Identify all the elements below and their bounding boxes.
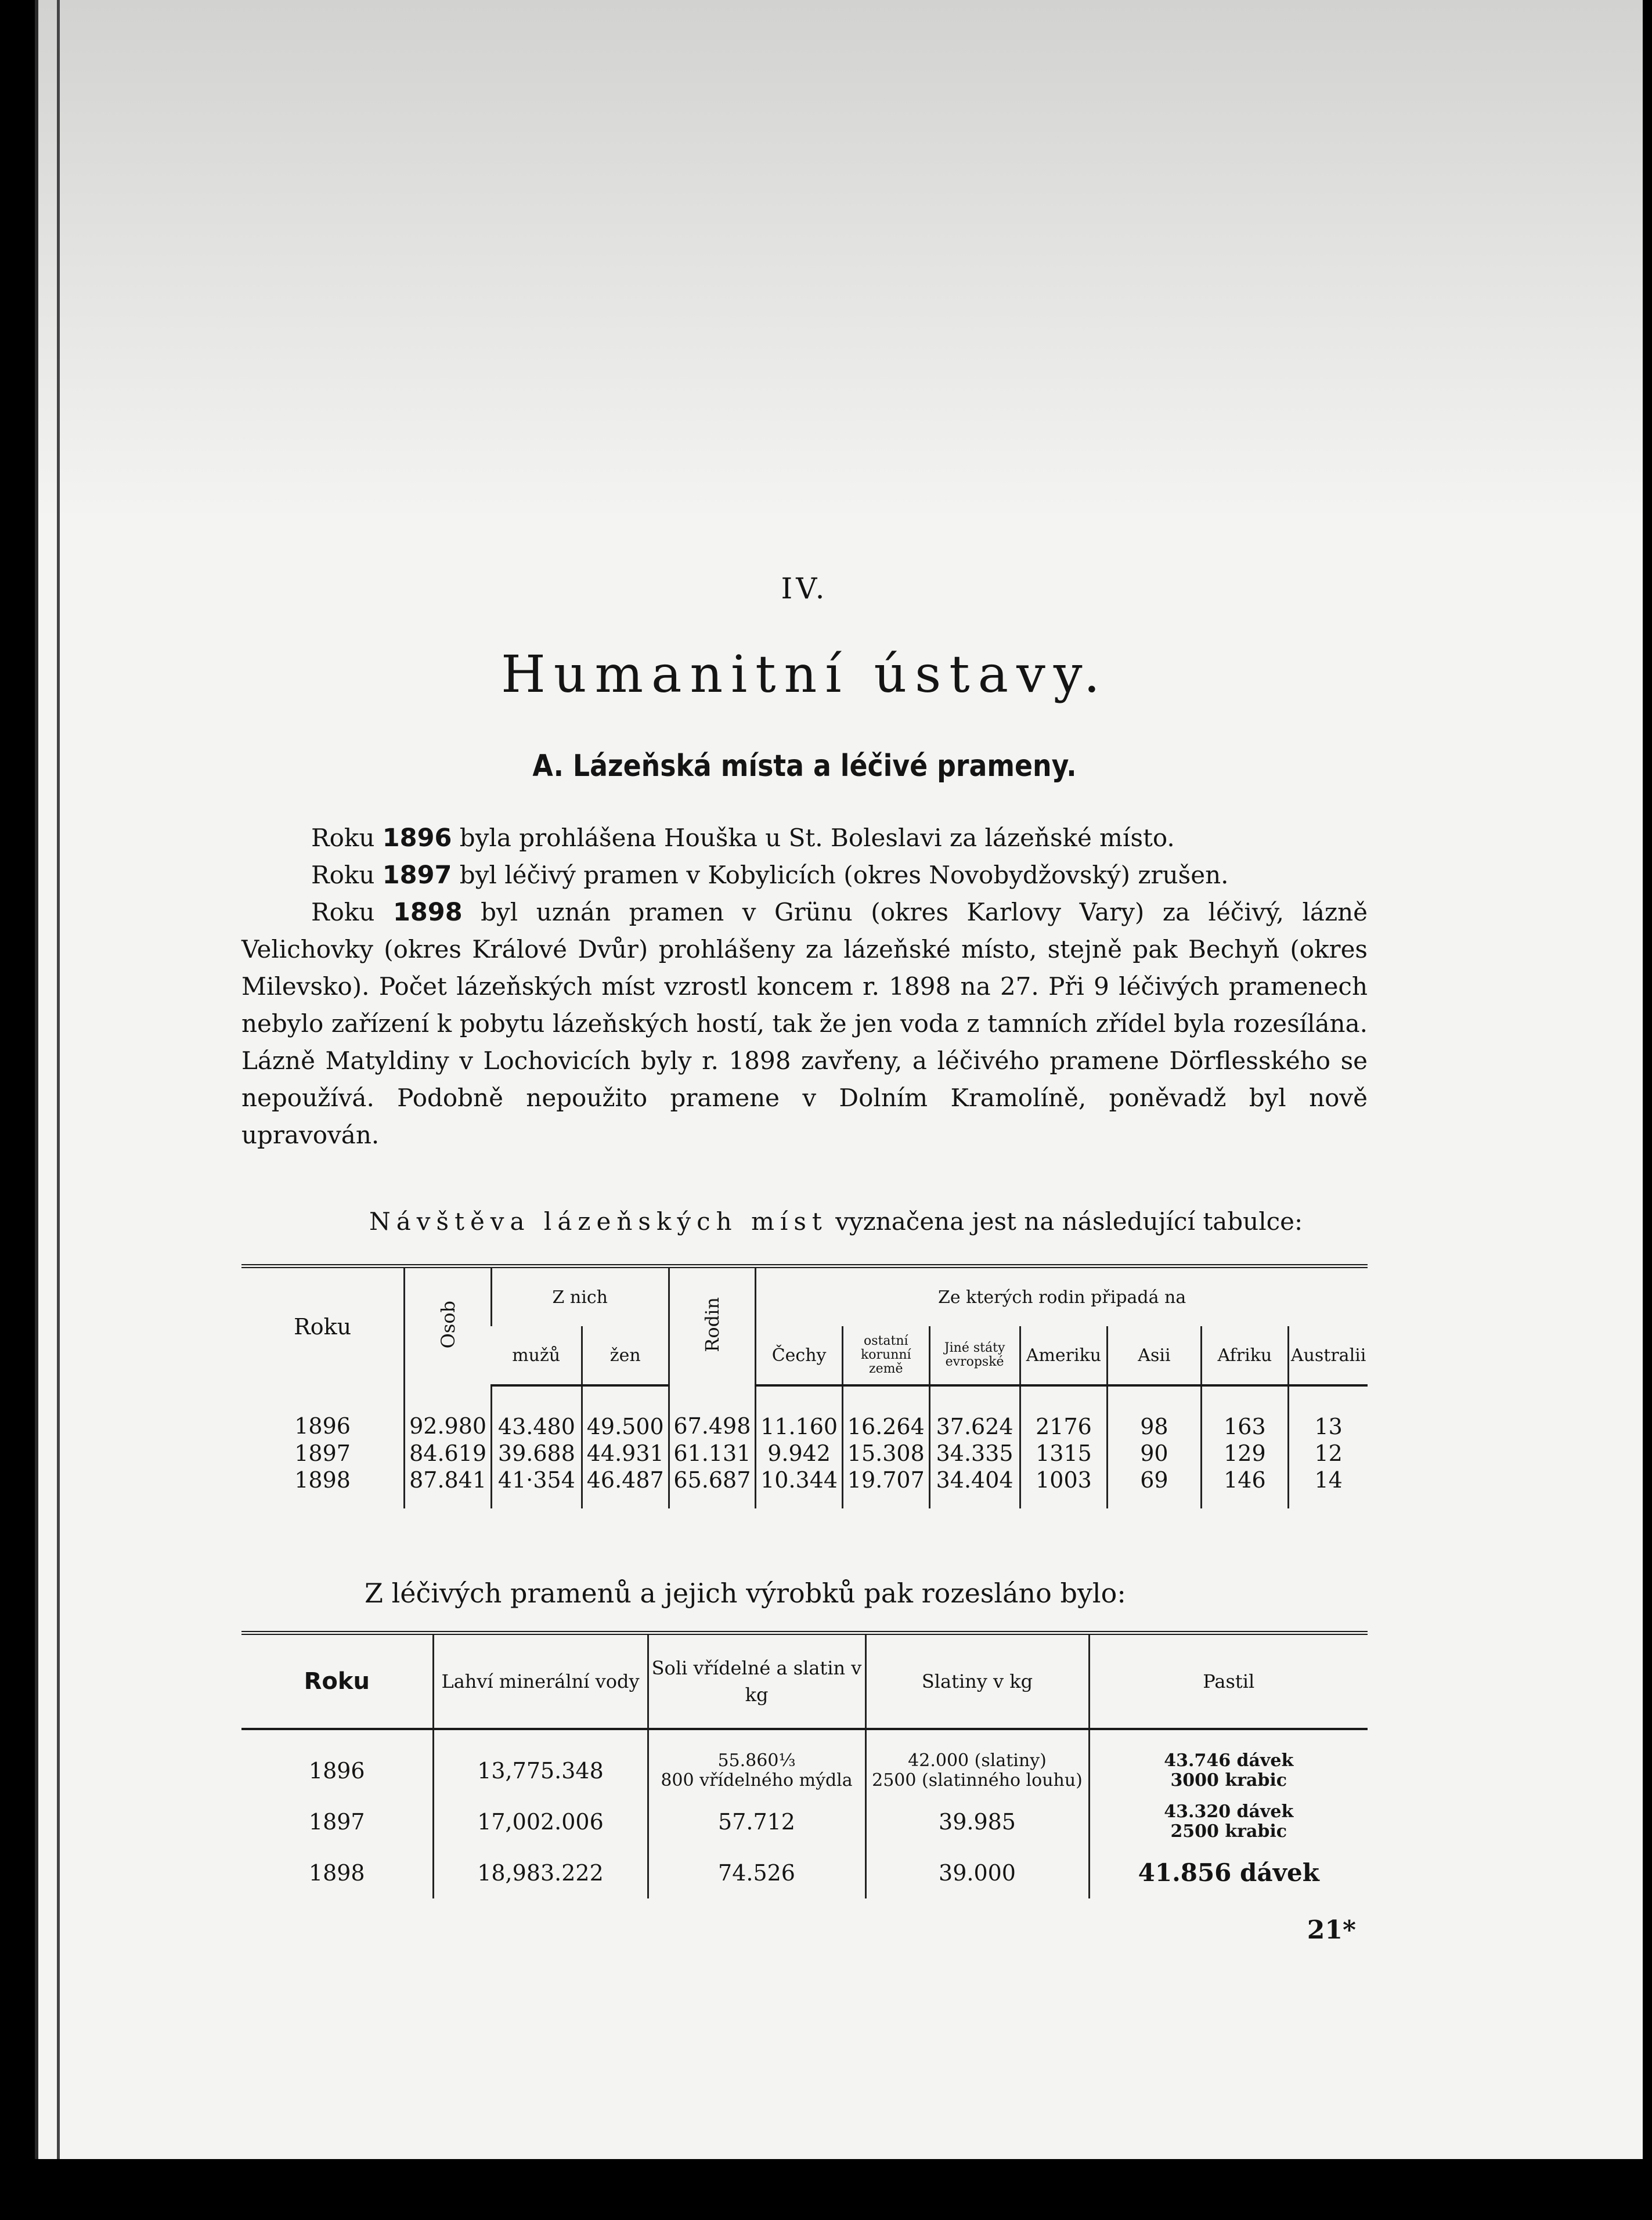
header-ze-kterych: Ze kterých rodin připadá na (756, 1266, 1368, 1327)
table2-intro: Z léčivých pramenů a jejich výrobků pak rozesláno bylo: (365, 1578, 1126, 1609)
mineral-shipments-table (241, 1631, 1368, 1898)
header-jine: Jiné státy evropské (929, 1326, 1020, 1385)
header-slatiny: Slatiny v kg (865, 1633, 1089, 1730)
header-osob: Osob (405, 1266, 492, 1386)
page-title: Humanitní ústavy. (501, 644, 1108, 704)
paragraph-1898: Roku 1898 byl uznán pramen v Grünu (okres Karlovy Vary) za léčivý, lázně Velichovky (okres Králové Dvůr) prohlášeny za lázeňské místo, stejně pak Bechyň (okres Milevsko). Počet lázeňských míst vzrostl koncem r. 1898 na 27. Při 9 léčivých pramenech nebylo zařízení k pobytu lázeňských hostí, tak že jen voda z tamních zřídel byla rozesílána. Lázně Matyldiny v Lochovicích byly r. 1898 zavřeny, a léčivého pramene Dörflesského se nepoužívá. Podobně nepoužito pramene v Dolním Kramolíně, poněvadž byl nově upravován. (241, 898, 1368, 1149)
page (35, 0, 1643, 2159)
table-row: 1896 13,775.348 55.860⅓ 800 vřídelného mýdla 42.000 (slatiny) 2500 (slatinného louhu) 43.746 dávek 3000 krabic (241, 1729, 1368, 1796)
scan-edge-rule-inner (57, 0, 60, 2159)
header-australii: Australii (1289, 1326, 1368, 1385)
paragraph-1896: Roku 1896 byla prohlášena Houška u St. Boleslavi za lázeňské místo. (311, 824, 1175, 853)
table-row: 1898 87.841 41·354 46.487 65.687 10.344 19.707 34.404 1003 69 146 14 (241, 1467, 1368, 1508)
table-row: 1896 92.980 43.480 49.500 67.498 11.160 16.264 37.624 2176 98 163 13 (241, 1385, 1368, 1440)
table-row: 1897 84.619 39.688 44.931 61.131 9.942 15.308 34.335 1315 90 129 12 (241, 1440, 1368, 1467)
header-muzu: mužů (491, 1326, 582, 1385)
table-row: 1897 17,002.006 57.712 39.985 43.320 dávek 2500 krabic (241, 1796, 1368, 1847)
header-afriku: Afriku (1201, 1326, 1289, 1385)
table1-intro: Návštěva lázeňských míst vyznačena jest na následující tabulce: (369, 1207, 1303, 1236)
header-lahvi: Lahví minerální vody (433, 1633, 648, 1730)
header-zen: žen (582, 1326, 669, 1385)
header-pastil: Pastil (1089, 1633, 1368, 1730)
scan-edge-rule (35, 0, 38, 2159)
year-1896: 1896 (382, 824, 452, 853)
header-soli: Soli vřídelné a slatin v kg (648, 1633, 865, 1730)
page-number: 21* (1307, 1915, 1356, 1945)
header-ostatni: ostatní korunní země (842, 1326, 929, 1385)
body-text (241, 820, 1368, 1154)
table-row: 1898 18,983.222 74.526 39.000 41.856 dávek (241, 1847, 1368, 1898)
header-asii: Asii (1108, 1326, 1201, 1385)
paragraph-1897: Roku 1897 byl léčivý pramen v Kobylicích (okres Novobydžovský) zrušen. (311, 861, 1229, 890)
header-ameriku: Ameriku (1020, 1326, 1108, 1385)
header-cechy: Čechy (756, 1326, 843, 1385)
chapter-number: IV. (781, 572, 828, 605)
header-roku: Roku (241, 1633, 433, 1730)
spa-visits-table (241, 1264, 1368, 1508)
header-z-nich: Z nich (491, 1266, 669, 1327)
section-subtitle: A. Lázeňská místa a léčivé prameny. (532, 749, 1077, 784)
year-1897: 1897 (382, 861, 452, 890)
header-rodin: Rodin (669, 1266, 756, 1386)
year-1898: 1898 (392, 898, 463, 927)
header-roku: Roku (294, 1314, 352, 1340)
